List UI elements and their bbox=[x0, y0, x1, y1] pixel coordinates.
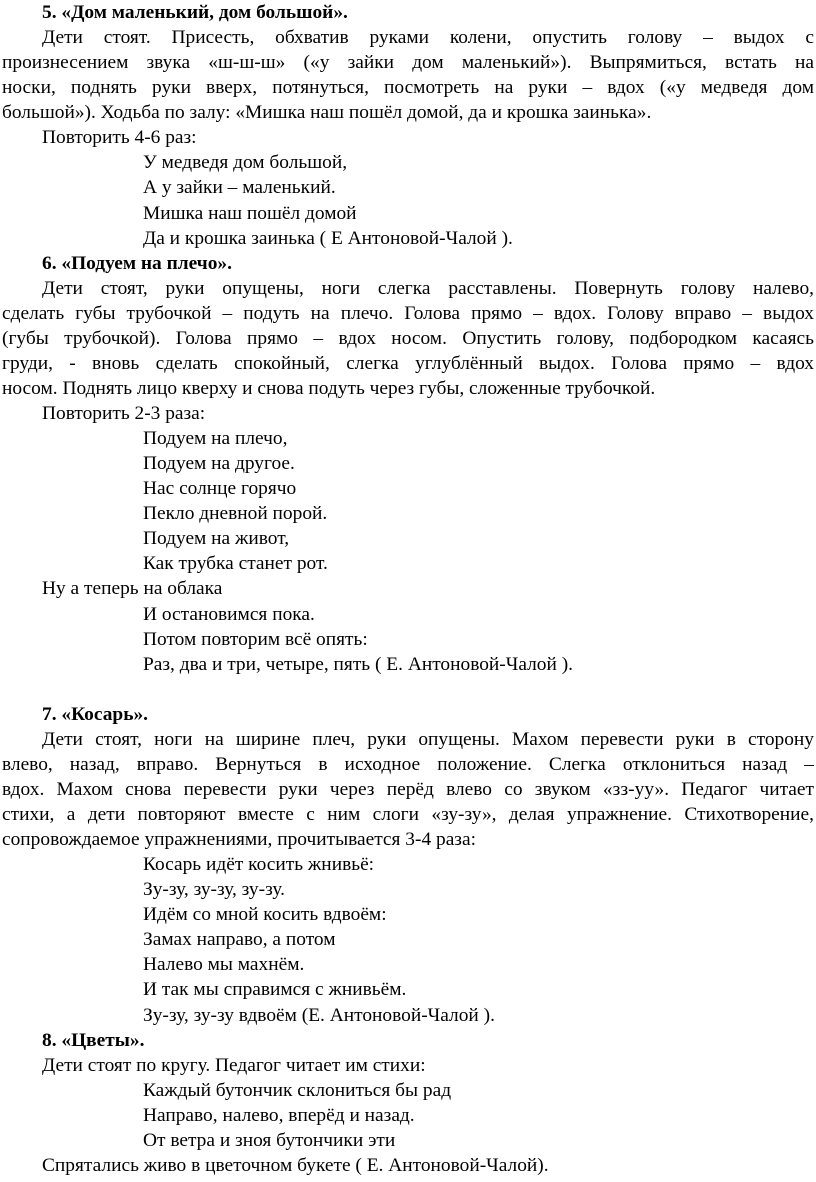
section-6-verse-line: Потом повторим всё опять: bbox=[143, 629, 368, 650]
section-8-verse-line: Направо, налево, вперёд и назад. bbox=[143, 1105, 415, 1126]
section-6-verse-line: Подуем на живот, bbox=[143, 528, 290, 549]
section-6-paragraph-line: носом. Поднять лицо кверху и снова подуть через губы, сложенные трубочкой. bbox=[2, 378, 656, 399]
section-5-paragraph-line: большой»). Ходьба по залу: «Мишка наш пошёл домой, да и крошка заинька». bbox=[2, 102, 652, 123]
section-6-verse-line: Подуем на другое. bbox=[143, 453, 295, 474]
section-6-verse-line: Нас солнце горячо bbox=[143, 478, 297, 499]
section-7-paragraph-line: влево, назад, вправо. Вернуться в исходное положение. Слегка отклониться назад – bbox=[2, 754, 814, 775]
section-5-paragraph-line: произнесением звука «ш-ш-ш» («у зайки дом маленький»). Выпрямиться, встать на bbox=[2, 52, 814, 73]
section-6-verse-line: Раз, два и три, четыре, пять ( Е. Антоновой-Чалой ). bbox=[143, 654, 574, 675]
section-6-paragraph-line: груди, - вновь сделать спокойный, слегка углублённый выдох. Голова прямо – вдох bbox=[2, 353, 814, 374]
section-7-verse-line: Идём со мной косить вдвоём: bbox=[143, 904, 387, 925]
section-5-heading: 5. «Дом маленький, дом большой». bbox=[42, 2, 348, 23]
section-7-verse-line: И так мы справимся с жнивьём. bbox=[143, 979, 407, 1000]
section-8-closing-line: Спрятались живо в цветочном букете ( Е. Антоновой-Чалой). bbox=[42, 1155, 549, 1176]
section-6-verse-lead: Ну а теперь на облака bbox=[42, 578, 223, 599]
section-6-paragraph-line: сделать губы трубочкой – подуть на плечо. Голова прямо – вдох. Голову вправо – выдох bbox=[2, 303, 814, 324]
section-6-paragraph-line: (губы трубочкой). Голова прямо – вдох носом. Опустить голову, подбородком касаясь bbox=[2, 328, 814, 349]
section-5-verse-line: Да и крошка заинька ( Е Антоновой-Чалой ). bbox=[143, 228, 513, 249]
section-7-paragraph-line: Дети стоят, ноги на ширине плеч, руки опущены. Махом перевести руки в сторону bbox=[42, 729, 814, 750]
section-6-paragraph-line: Дети стоят, руки опущены, ноги слегка расставлены. Повернуть голову налево, bbox=[42, 278, 814, 299]
section-7-verse-line: Налево мы махнём. bbox=[143, 954, 305, 975]
section-6-verse-line: Пекло дневной порой. bbox=[143, 503, 328, 524]
section-5-verse-line: Мишка наш пошёл домой bbox=[143, 203, 357, 224]
section-6-verse-line: Как трубка станет рот. bbox=[143, 553, 328, 574]
section-5-repeat: Повторить 4-6 раз: bbox=[42, 127, 197, 148]
section-8-heading: 8. «Цветы». bbox=[42, 1030, 145, 1051]
section-5-verse-line: А у зайки – маленький. bbox=[143, 177, 336, 198]
section-5-verse-line: У медведя дом большой, bbox=[143, 152, 348, 173]
section-7-verse-line: Косарь идёт косить жнивьё: bbox=[143, 854, 375, 875]
section-5-paragraph-line: носки, поднять руки вверх, потянуться, посмотреть на руки – вдох («у медведя дом bbox=[2, 77, 814, 98]
section-7-paragraph-line: вдох. Махом снова перевести руки через перёд влево со звуком «зз-уу». Педагог читает bbox=[2, 779, 814, 800]
section-6-repeat: Повторить 2-3 раза: bbox=[42, 403, 206, 424]
section-6-verse-line: Подуем на плечо, bbox=[143, 428, 288, 449]
section-7-verse-line: Зу-зу, зу-зу вдвоём (Е. Антоновой-Чалой ). bbox=[143, 1005, 495, 1026]
section-8-verse-line: От ветра и зноя бутончики эти bbox=[143, 1130, 396, 1151]
section-7-verse-line: Зу-зу, зу-зу, зу-зу. bbox=[143, 879, 285, 900]
section-7-heading: 7. «Косарь». bbox=[42, 704, 148, 725]
section-7-verse-line: Замах направо, а потом bbox=[143, 929, 336, 950]
section-7-paragraph-line: сопровождаемое упражнениями, прочитывается 3-4 раза: bbox=[2, 829, 476, 850]
section-7-paragraph-line: стихи, а дети повторяют вместе с ним слоги «зу-зу», делая упражнение. Стихотворение, bbox=[2, 804, 814, 825]
section-6-verse-line: И остановимся пока. bbox=[143, 604, 315, 625]
section-5-paragraph-line: Дети стоят. Присесть, обхватив руками колени, опустить голову – выдох с bbox=[42, 27, 814, 48]
section-6-heading: 6. «Подуем на плечо». bbox=[42, 253, 232, 274]
section-8-paragraph-line: Дети стоят по кругу. Педагог читает им стихи: bbox=[42, 1055, 426, 1076]
section-8-verse-line: Каждый бутончик склониться бы рад bbox=[143, 1080, 452, 1101]
